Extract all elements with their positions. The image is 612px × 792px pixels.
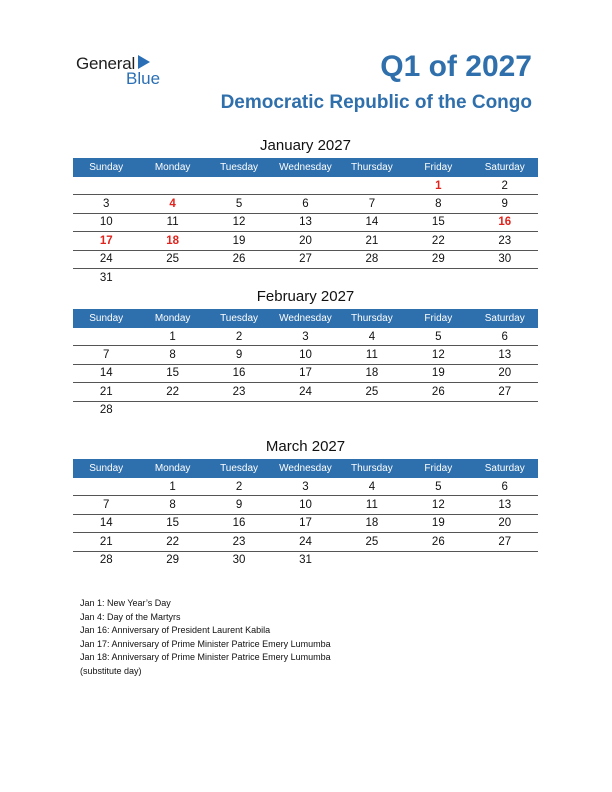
date-cell: 19 xyxy=(431,367,445,380)
holiday-notes xyxy=(80,597,331,678)
date-cell: 28 xyxy=(99,404,113,417)
month-calendar-february xyxy=(73,287,538,420)
weekday-label: Sunday xyxy=(89,313,124,324)
week-row xyxy=(73,346,538,364)
weekday-label: Saturday xyxy=(484,313,525,324)
weekday-header xyxy=(73,158,538,177)
weekday-label: Wednesday xyxy=(279,463,332,474)
date-cell: 14 xyxy=(99,367,113,380)
date-cell: 20 xyxy=(498,367,512,380)
date-cell: 7 xyxy=(103,499,110,512)
date-cell: 4 xyxy=(368,330,376,343)
week-row xyxy=(73,533,538,551)
date-cell: 26 xyxy=(431,385,445,398)
date-cell: 17 xyxy=(299,367,312,380)
weekday-label: Monday xyxy=(154,463,191,474)
holiday-note: (substitute day) xyxy=(80,665,142,676)
date-cell: 31 xyxy=(99,271,113,284)
holiday-note: Jan 16: Anniversary of President Laurent Kabila xyxy=(80,625,271,635)
date-cell: 12 xyxy=(431,499,445,512)
date-cell: 16 xyxy=(232,367,246,380)
logo-blue-text: Blue xyxy=(126,69,161,88)
weekday-label: Wednesday xyxy=(279,162,332,173)
week-row xyxy=(73,269,538,287)
date-cell: 22 xyxy=(166,535,180,548)
holiday-note: Jan 18: Anniversary of Prime Minister Patrice Emery Lumumba xyxy=(80,652,331,662)
weekday-label: Friday xyxy=(424,162,453,173)
date-cell: 24 xyxy=(99,253,113,266)
date-cell: 28 xyxy=(99,554,113,567)
date-cell: 5 xyxy=(235,198,243,211)
date-cell: 23 xyxy=(232,385,246,398)
date-cell: 8 xyxy=(169,499,176,512)
weekday-label: Thursday xyxy=(351,162,393,173)
week-row xyxy=(73,402,538,420)
date-cell: 20 xyxy=(498,517,512,530)
logo-flag-icon xyxy=(138,55,150,69)
date-cell: 27 xyxy=(498,535,512,548)
date-cell: 8 xyxy=(435,198,442,211)
date-cell: 12 xyxy=(232,216,246,229)
date-cell: 10 xyxy=(299,499,312,512)
weekday-label: Friday xyxy=(424,463,453,474)
date-cell: 14 xyxy=(365,216,379,229)
page-subtitle: Democratic Republic of the Congo xyxy=(220,92,532,113)
week-row xyxy=(73,177,538,195)
weekday-header xyxy=(73,459,538,478)
weekday-label: Saturday xyxy=(484,463,525,474)
date-cell: 23 xyxy=(498,234,512,247)
date-cell: 15 xyxy=(166,367,180,380)
holiday-date-cell: 16 xyxy=(498,216,512,229)
date-cell: 23 xyxy=(232,535,246,548)
date-cell: 15 xyxy=(166,517,180,530)
date-cell: 20 xyxy=(299,234,312,247)
date-cell: 19 xyxy=(232,234,246,247)
date-cell: 21 xyxy=(99,535,113,548)
date-cell: 22 xyxy=(166,385,180,398)
date-cell: 9 xyxy=(235,349,243,362)
weekday-label: Sunday xyxy=(89,162,124,173)
week-row xyxy=(73,478,538,496)
date-cell: 2 xyxy=(235,480,243,493)
date-cell: 5 xyxy=(435,330,442,343)
date-cell: 22 xyxy=(431,234,445,247)
weekday-label: Friday xyxy=(424,313,453,324)
month-title: February 2027 xyxy=(256,288,355,305)
month-calendar-march xyxy=(73,437,538,570)
date-cell: 10 xyxy=(299,349,312,362)
date-cell: 16 xyxy=(232,517,246,530)
holiday-note: Jan 1: New Year’s Day xyxy=(80,598,171,608)
date-cell: 13 xyxy=(498,499,512,512)
weekday-label: Monday xyxy=(154,162,191,173)
week-row xyxy=(73,195,538,213)
holiday-date-cell: 4 xyxy=(169,198,176,211)
week-row xyxy=(73,383,538,401)
logo-general-text: General xyxy=(76,54,136,73)
month-title: March 2027 xyxy=(265,438,346,455)
date-cell: 11 xyxy=(166,216,179,229)
date-cell: 25 xyxy=(166,253,180,266)
date-cell: 10 xyxy=(99,216,113,229)
date-cell: 3 xyxy=(302,480,309,493)
date-cell: 7 xyxy=(103,349,110,362)
week-row xyxy=(73,328,538,346)
date-cell: 6 xyxy=(501,330,508,343)
weekday-label: Saturday xyxy=(484,162,525,173)
date-cell: 25 xyxy=(365,385,379,398)
holiday-note: Jan 17: Anniversary of Prime Minister Patrice Emery Lumumba xyxy=(80,638,331,649)
date-cell: 5 xyxy=(435,480,442,493)
week-row xyxy=(73,552,538,570)
date-cell: 26 xyxy=(232,253,246,266)
date-cell: 28 xyxy=(365,253,379,266)
date-cell: 21 xyxy=(365,234,379,247)
month-title: January 2027 xyxy=(260,137,351,154)
date-cell: 14 xyxy=(99,517,113,530)
holiday-date-cell: 1 xyxy=(435,179,442,192)
date-cell: 11 xyxy=(365,499,378,512)
weekday-label: Thursday xyxy=(351,313,393,324)
date-cell: 17 xyxy=(299,517,312,530)
date-cell: 13 xyxy=(498,349,512,362)
date-cell: 6 xyxy=(302,198,309,211)
weekday-label: Sunday xyxy=(89,463,124,474)
date-cell: 26 xyxy=(431,535,445,548)
date-cell: 6 xyxy=(501,480,508,493)
weekday-header xyxy=(73,309,538,328)
date-cell: 30 xyxy=(232,554,246,567)
date-cell: 19 xyxy=(431,517,445,530)
date-cell: 21 xyxy=(99,385,113,398)
weekday-label: Thursday xyxy=(351,463,393,474)
date-cell: 30 xyxy=(498,253,512,266)
date-cell: 29 xyxy=(166,554,180,567)
date-cell: 8 xyxy=(169,349,176,362)
date-cell: 27 xyxy=(498,385,512,398)
date-cell: 1 xyxy=(169,480,176,493)
holiday-note: Jan 4: Day of the Martyrs xyxy=(80,611,181,622)
weekday-label: Wednesday xyxy=(279,313,332,324)
date-cell: 9 xyxy=(501,198,508,211)
date-cell: 2 xyxy=(501,179,508,192)
date-cell: 29 xyxy=(431,253,445,266)
weekday-label: Tuesday xyxy=(220,313,259,324)
date-cell: 2 xyxy=(235,330,243,343)
week-row xyxy=(73,251,538,269)
date-cell: 13 xyxy=(299,216,312,229)
weekday-label: Tuesday xyxy=(220,162,259,173)
logo xyxy=(76,52,196,88)
week-row xyxy=(73,515,538,533)
date-cell: 24 xyxy=(299,385,312,398)
week-row xyxy=(73,365,538,383)
date-cell: 15 xyxy=(431,216,445,229)
week-row xyxy=(73,232,538,250)
week-row xyxy=(73,496,538,514)
date-cell: 18 xyxy=(365,517,379,530)
month-calendar-january xyxy=(73,136,538,287)
date-cell: 25 xyxy=(365,535,379,548)
date-cell: 24 xyxy=(299,535,312,548)
date-cell: 7 xyxy=(368,198,376,211)
weekday-label: Monday xyxy=(154,313,191,324)
date-cell: 3 xyxy=(302,330,309,343)
week-row xyxy=(73,214,538,232)
date-cell: 9 xyxy=(235,499,243,512)
date-cell: 3 xyxy=(103,198,110,211)
date-cell: 4 xyxy=(368,480,376,493)
date-cell: 27 xyxy=(299,253,312,266)
weekday-label: Tuesday xyxy=(220,463,259,474)
date-cell: 18 xyxy=(365,367,379,380)
holiday-date-cell: 18 xyxy=(166,234,180,247)
date-cell: 11 xyxy=(365,349,378,362)
page-title: Q1 of 2027 xyxy=(380,50,532,83)
date-cell: 1 xyxy=(169,330,176,343)
date-cell: 12 xyxy=(431,349,445,362)
date-cell: 31 xyxy=(299,554,312,567)
holiday-date-cell: 17 xyxy=(99,234,113,247)
